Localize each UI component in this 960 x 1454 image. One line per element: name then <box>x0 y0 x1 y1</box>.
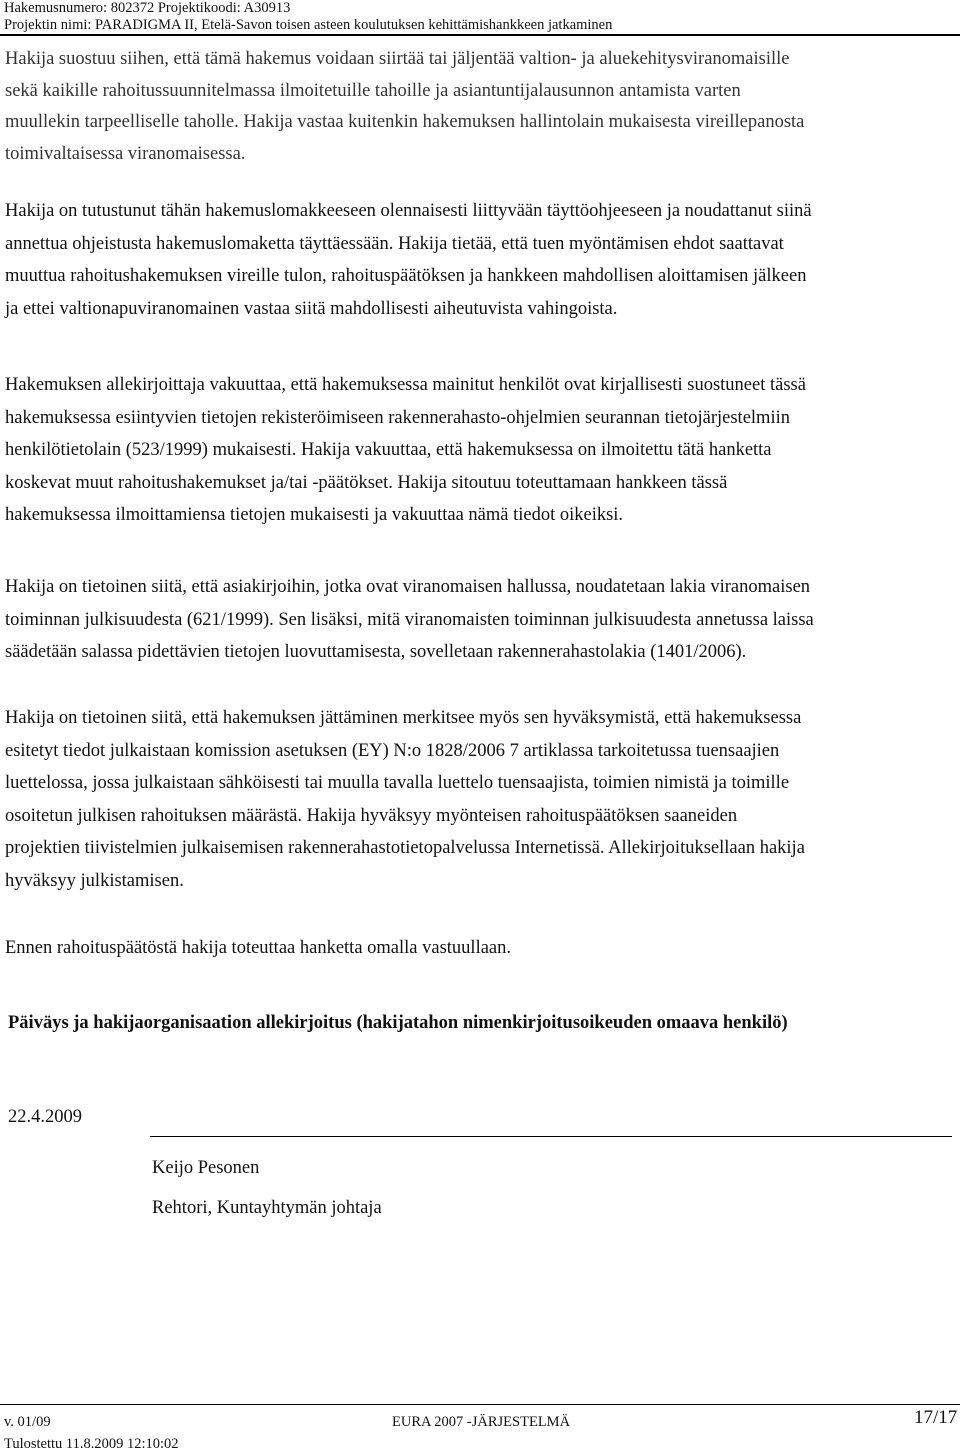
application-number: Hakemusnumero: 802372 Projektikoodi: A30913 <box>4 0 291 16</box>
text-line: luettelossa, jossa julkaistaan sähköisesti tai muulla tavalla luettelo tuensaajista, toimien nimistä ja toimille <box>5 773 790 793</box>
signer-name: Keijo Pesonen <box>152 1158 260 1178</box>
text-line: Hakija on tietoinen siitä, että hakemuksen jättäminen merkitsee myös sen hyväksymistä, että hakemuksessa <box>5 708 802 728</box>
text-line: Hakija suostuu siihen, että tämä hakemus voidaan siirtää tai jäljentää valtion- ja aluekehitysviranomaisille <box>5 49 790 69</box>
signature-line <box>150 1136 952 1137</box>
text-line: säädetään salassa pidettävien tietojen luovuttamisesta, sovelletaan rakennerahastolakia (1401/2006). <box>5 642 747 662</box>
text-line: hakemuksessa ilmoittamiensa tietojen mukaisesti ja vakuuttaa nämä tiedot oikeiksi. <box>5 505 624 525</box>
text-line: hyväksyy julkistamisen. <box>5 870 184 891</box>
text-line: ja ettei valtionapuviranomainen vastaa siitä mahdollisesti aiheutuvista vahingoista. <box>5 298 618 319</box>
text-line: henkilötietolain (523/1999) mukaisesti. Hakija vakuuttaa, että hakemuksessa on ilmoitettu tätä hanketta <box>5 440 772 460</box>
text-line: projektien tiivistelmien julkaisemisen rakennerahastotietopalvelussa Internetissä. Allekirjoituksellaan hakija <box>5 838 805 858</box>
instructions-paragraph <box>5 195 812 325</box>
text-line: Ennen rahoituspäätöstä hakija toteuttaa hanketta omalla vastuullaan. <box>5 938 512 958</box>
document-header <box>4 0 612 34</box>
text-line: annettua ohjeistusta hakemuslomaketta täyttäessään. Hakija tietää, että tuen myöntämisen ehdot saattavat <box>5 233 784 254</box>
publicity-act-paragraph <box>5 571 814 669</box>
footer-divider <box>0 1404 960 1405</box>
signature-date: 22.4.2009 <box>8 1107 82 1127</box>
text-line: Hakemuksen allekirjoittaja vakuuttaa, että hakemuksessa mainitut henkilöt ovat kirjallisesti suostuneet tässä <box>5 375 806 395</box>
header-divider <box>0 34 960 36</box>
signature-heading: Päiväys ja hakijaorganisaation allekirjoitus (hakijatahon nimenkirjoitusoikeuden omaava henkilö) <box>8 1013 788 1033</box>
text-line: toimivaltaisessa viranomaisessa. <box>5 143 246 164</box>
system-name: EURA 2007 -JÄRJESTELMÄ <box>392 1414 571 1430</box>
form-version: v. 01/09 <box>4 1414 51 1430</box>
text-line: toiminnan julkisuudesta (621/1999). Sen lisäksi, mitä viranomaisten toiminnan julkisuudesta annetussa laissa <box>5 609 814 630</box>
text-line: muullekin tarpeelliselle taholle. Hakija vastaa kuitenkin hakemuksen hallintolain mukaisesta vireillepanosta <box>5 112 805 132</box>
text-line: osoitetun julkisen rahoituksen määrästä. Hakija hyväksyy myönteisen rahoituspäätöksen saaneiden <box>5 805 738 826</box>
consent-paragraph <box>5 44 804 170</box>
text-line: koskevat muut rahoitushakemukset ja/tai -päätökset. Hakija sitoutuu toteuttamaan hankkeen tässä <box>5 472 728 493</box>
text-line: Hakija on tietoinen siitä, että asiakirjoihin, jotka ovat viranomaisen hallussa, noudatetaan lakia viranomaisen <box>5 577 811 597</box>
text-line: Hakija on tutustunut tähän hakemuslomakkeeseen olennaisesti liittyvään täyttöohjeeseen ja noudattanut siinä <box>5 201 812 221</box>
text-line: sekä kaikille rahoitussuunnitelmassa ilmoitetuille tahoille ja asiantuntijalausunnon antamista varten <box>5 80 741 101</box>
signer-title: Rehtori, Kuntayhtymän johtaja <box>152 1198 382 1218</box>
print-timestamp: Tulostettu 11.8.2009 12:10:02 <box>4 1436 179 1452</box>
text-line: esitetyt tiedot julkaistaan komission asetuksen (EY) N:o 1828/2006 7 artiklassa tarkoitetussa tuensaajien <box>5 740 780 761</box>
text-line: muuttua rahoitushakemuksen vireille tulon, rahoituspäätöksen ja hankkeen mahdollisen aloittamisen jälkeen <box>5 266 807 286</box>
project-name: Projektin nimi: PARADIGMA II, Etelä-Savon toisen asteen koulutuksen kehittämishankkeen jatkaminen <box>4 17 613 33</box>
page-number: 17/17 <box>914 1407 958 1428</box>
publication-consent-paragraph <box>5 702 805 897</box>
responsibility-paragraph <box>5 932 511 965</box>
text-line: hakemuksessa esiintyvien tietojen rekisteröimiseen rakennerahasto-ohjelmien seurannan tietojärjestelmiin <box>5 407 790 428</box>
signatory-declaration-paragraph <box>5 369 806 532</box>
